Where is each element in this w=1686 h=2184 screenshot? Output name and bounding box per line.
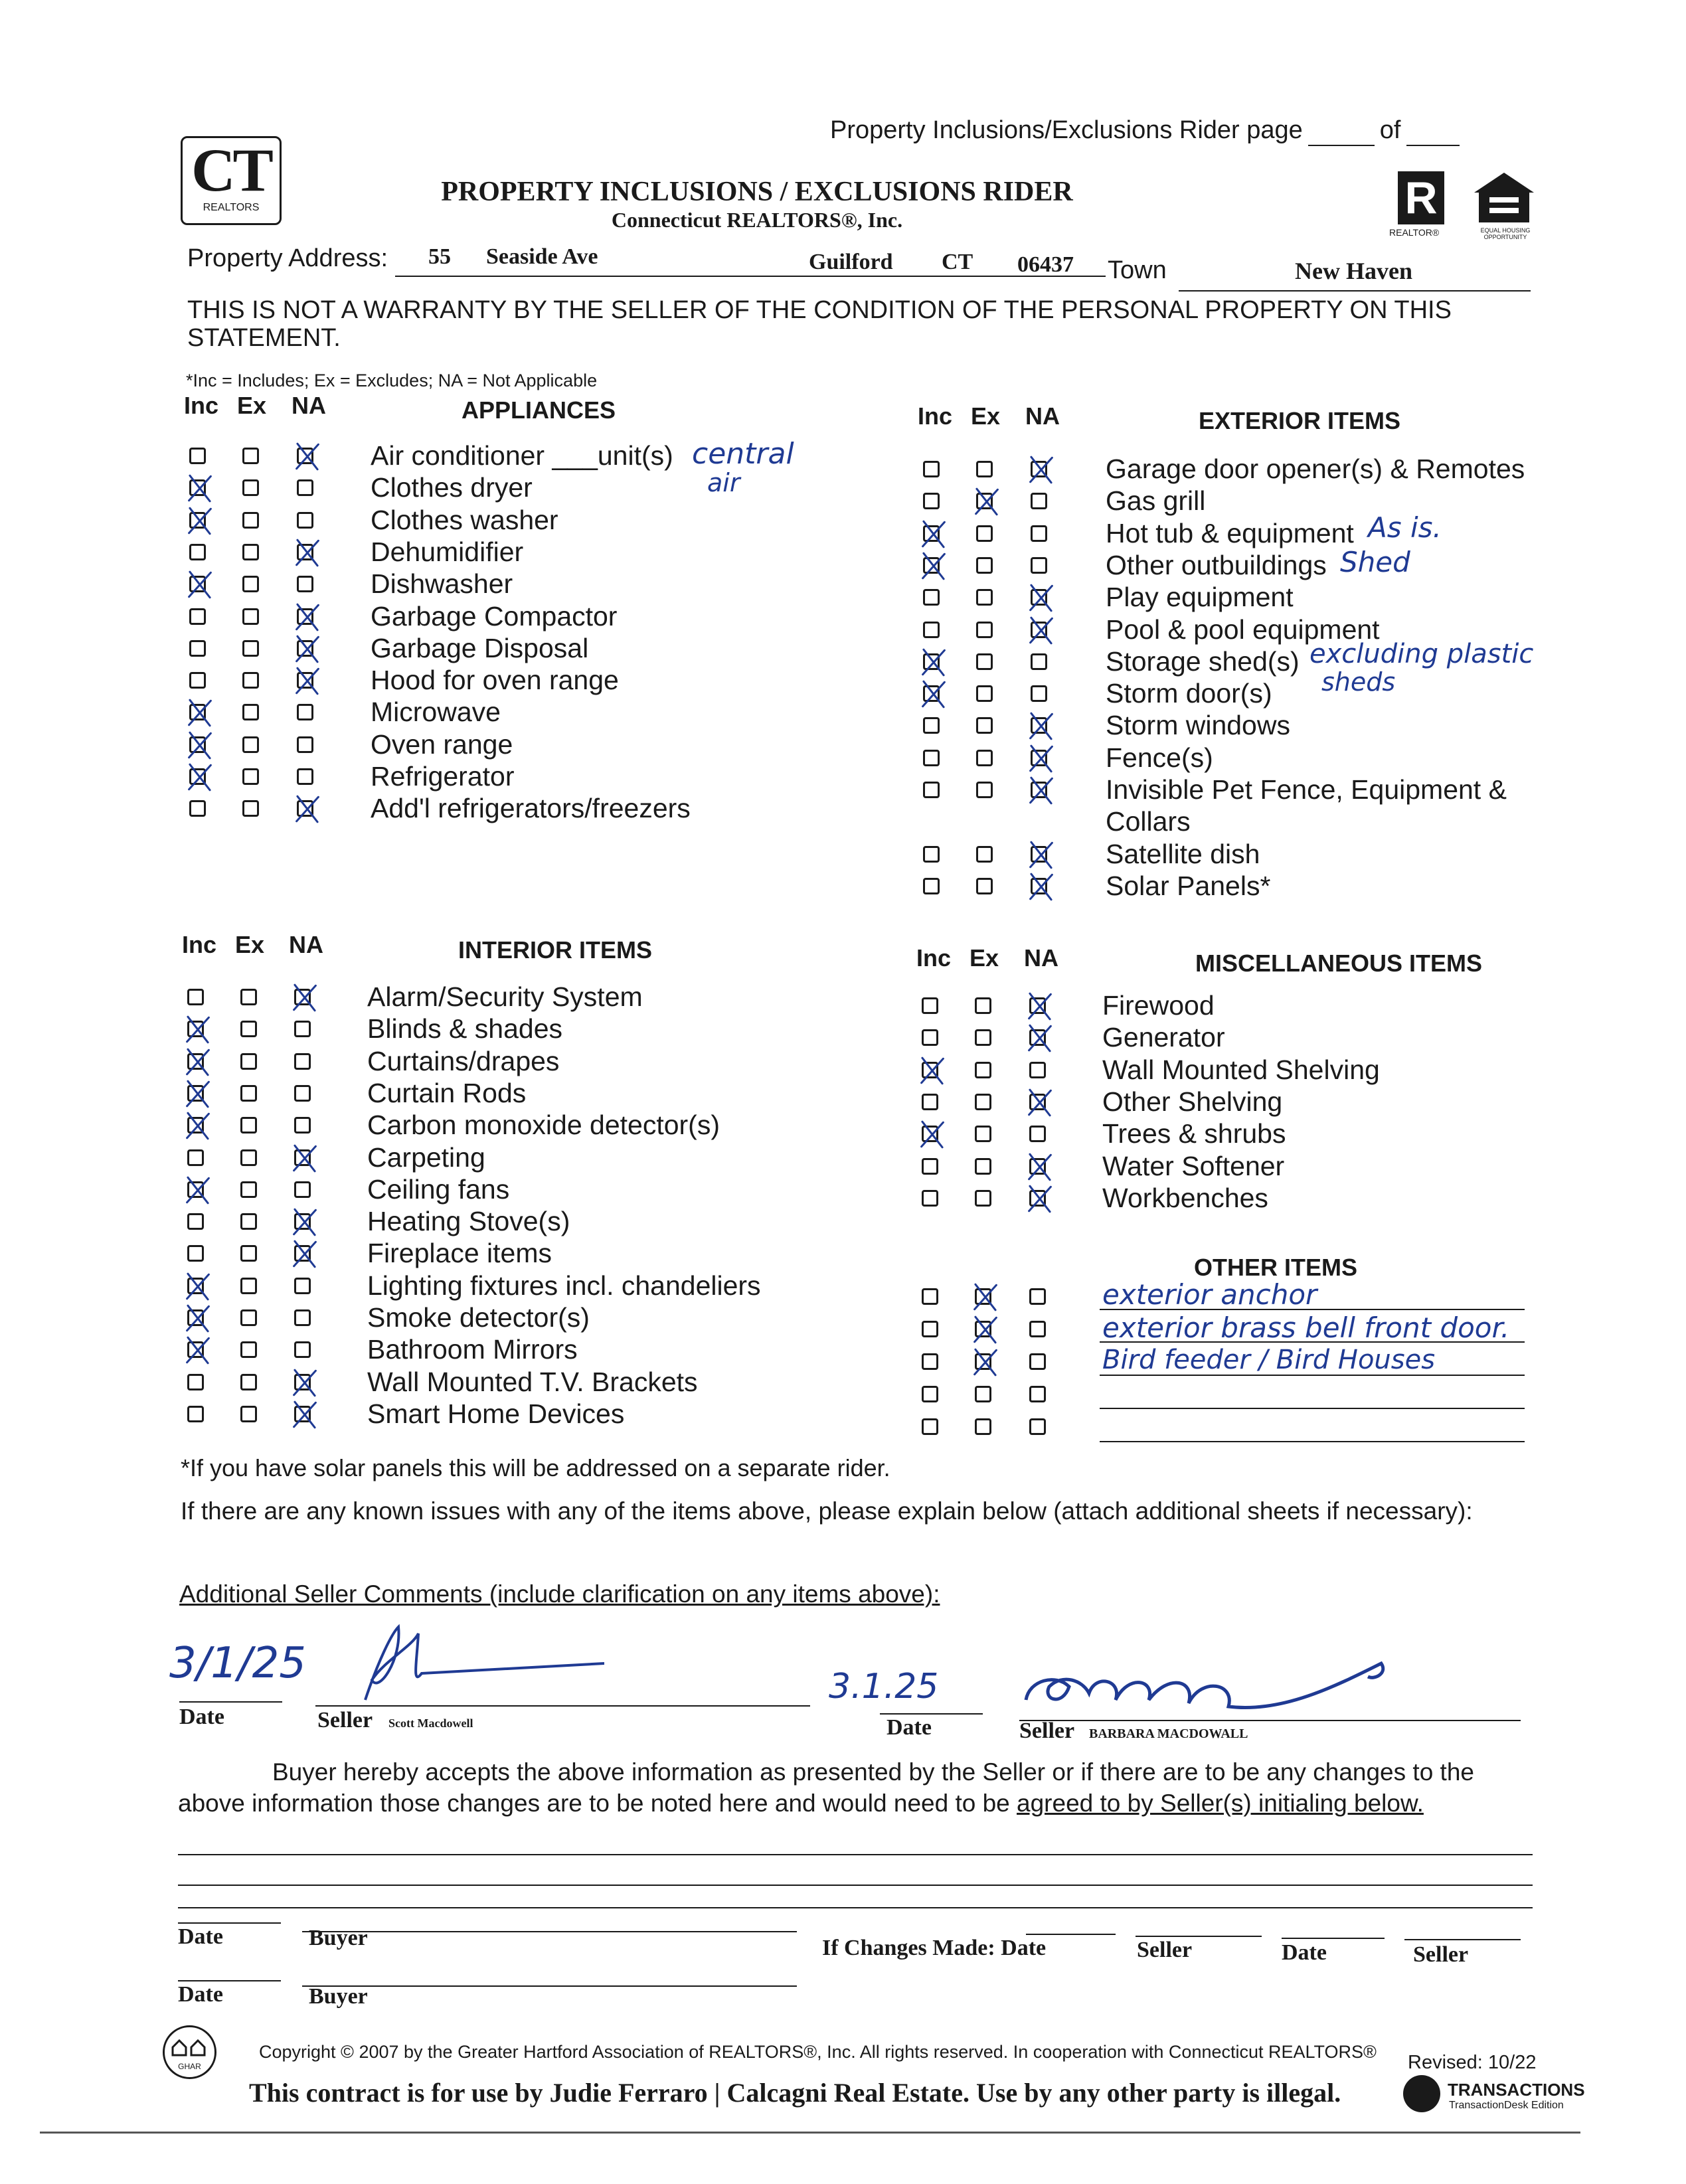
seller-2-signature xyxy=(1016,1647,1401,1726)
interior-item-label: Ceiling fans xyxy=(367,1173,510,1205)
exterior-row-9-ex-checkbox[interactable] xyxy=(976,750,993,766)
exterior-item-label: Play equipment xyxy=(1106,582,1294,613)
misc-row-6-ex-checkbox[interactable] xyxy=(975,1190,991,1207)
appliances-row-1-na-checkbox[interactable] xyxy=(297,479,313,496)
interior-row-12-na-checkbox[interactable] xyxy=(294,1374,311,1390)
interior-row-1-na-checkbox[interactable] xyxy=(294,1021,311,1037)
interior-row-5-na-checkbox[interactable] xyxy=(294,1149,311,1166)
appliances-item-label: Oven range xyxy=(371,728,513,760)
appliances-row-10-na-checkbox[interactable] xyxy=(297,768,313,785)
other-row-4-inc-checkbox[interactable] xyxy=(922,1418,938,1435)
ct-logo-text: CT xyxy=(191,136,271,204)
initials-line-1[interactable] xyxy=(178,1854,1533,1855)
misc-row-3-na-checkbox[interactable] xyxy=(1029,1094,1046,1110)
appliances-row-6-na-checkbox[interactable] xyxy=(297,640,313,657)
seller-1-date-label: Date xyxy=(179,1705,224,1729)
appliances-row-0-ex-checkbox[interactable] xyxy=(242,448,259,464)
exterior-row-9-na-checkbox[interactable] xyxy=(1031,750,1047,766)
interior-item-label: Carpeting xyxy=(367,1141,485,1173)
appliances-row-9-na-checkbox[interactable] xyxy=(297,736,313,753)
appliances-col-header-na: NA xyxy=(292,392,326,419)
seller-2-date[interactable]: 3.1.25 xyxy=(829,1667,939,1707)
misc-row-3-ex-checkbox[interactable] xyxy=(975,1094,991,1110)
exterior-item-label: Garage door opener(s) & Remotes xyxy=(1106,454,1525,484)
changes-seller-2-label: Seller xyxy=(1413,1942,1469,1967)
appliances-item-label: Refrigerator xyxy=(371,761,515,792)
interior-item-label: Smart Home Devices xyxy=(367,1398,625,1429)
address-city[interactable]: Guilford xyxy=(809,250,893,274)
exterior-item-label: Storage shed(s) xyxy=(1106,645,1300,677)
appliances-col-header-ex: Ex xyxy=(237,392,267,419)
transactions-icon xyxy=(1403,2075,1440,2112)
interior-row-7-na-checkbox[interactable] xyxy=(294,1213,311,1230)
exterior-item-label: Fence(s) xyxy=(1106,742,1213,773)
appliances-row-5-inc-checkbox[interactable] xyxy=(189,608,206,625)
interior-row-4-ex-checkbox[interactable] xyxy=(240,1117,257,1134)
exterior-row-3-ex-checkbox[interactable] xyxy=(976,557,993,574)
exterior-item-label: Hot tub & equipment xyxy=(1106,517,1354,548)
interior-title: INTERIOR ITEMS xyxy=(458,936,653,964)
seller-2-date-label: Date xyxy=(886,1715,932,1740)
exterior-row-13-inc-checkbox[interactable] xyxy=(923,878,940,894)
appliances-row-0-na-checkbox[interactable] xyxy=(297,448,313,464)
interior-item-label: Wall Mounted T.V. Brackets xyxy=(367,1366,698,1397)
seller-2-label: Seller xyxy=(1019,1719,1075,1743)
appliances-row-11-na-checkbox[interactable] xyxy=(297,800,313,817)
interior-item-label: Curtains/drapes xyxy=(367,1045,560,1076)
misc-item-label: Other Shelving xyxy=(1102,1086,1283,1117)
interior-row-2-ex-checkbox[interactable] xyxy=(240,1053,257,1070)
initials-line-3[interactable] xyxy=(178,1907,1533,1908)
exterior-row-7-na-checkbox[interactable] xyxy=(1031,685,1047,702)
ac-handwritten-note: central xyxy=(692,437,794,471)
other-row-0-ex-checkbox[interactable] xyxy=(975,1288,991,1305)
appliances-item-label: Clothes dryer xyxy=(371,472,533,503)
exterior-item-label: Pool & pool equipment xyxy=(1106,614,1380,645)
appliances-row-10-inc-checkbox[interactable] xyxy=(189,768,206,785)
interior-row-10-ex-checkbox[interactable] xyxy=(240,1309,257,1326)
interior-row-1-ex-checkbox[interactable] xyxy=(240,1021,257,1037)
equal-housing-icon xyxy=(1471,169,1537,226)
interior-row-6-inc-checkbox[interactable] xyxy=(187,1181,204,1198)
interior-row-11-ex-checkbox[interactable] xyxy=(240,1341,257,1358)
exterior-row-10-inc-checkbox[interactable] xyxy=(923,782,940,798)
interior-col-header-inc: Inc xyxy=(182,931,217,958)
interior-row-5-inc-checkbox[interactable] xyxy=(187,1149,204,1166)
exterior-item-label: Storm windows xyxy=(1106,710,1290,741)
buyer-text-line-2a: above information those changes are to be noted here and would need to be xyxy=(178,1790,1017,1817)
page-counter xyxy=(830,116,1460,146)
exterior-row-1-na-checkbox[interactable] xyxy=(1031,493,1047,509)
interior-item-label: Alarm/Security System xyxy=(367,981,643,1012)
appliances-row-10-ex-checkbox[interactable] xyxy=(242,768,259,785)
appliances-row-9-inc-checkbox[interactable] xyxy=(189,736,206,753)
changes-made-label: If Changes Made: Date xyxy=(822,1936,1047,1960)
ghar-logo xyxy=(163,2025,216,2079)
other-row-4-na-checkbox[interactable] xyxy=(1029,1418,1046,1435)
misc-row-5-ex-checkbox[interactable] xyxy=(975,1158,991,1175)
interior-row-9-inc-checkbox[interactable] xyxy=(187,1278,204,1294)
appliances-row-8-ex-checkbox[interactable] xyxy=(242,704,259,720)
realtor-caption: REALTOR® xyxy=(1389,227,1440,238)
town-label: Town xyxy=(1108,256,1167,284)
transactions-subtitle: TransactionDesk Edition xyxy=(1449,2100,1564,2111)
appliances-row-8-na-checkbox[interactable] xyxy=(297,704,313,720)
exterior-row-4-na-checkbox[interactable] xyxy=(1031,589,1047,606)
interior-row-3-ex-checkbox[interactable] xyxy=(240,1085,257,1102)
appliances-row-1-ex-checkbox[interactable] xyxy=(242,479,259,496)
misc-row-4-inc-checkbox[interactable] xyxy=(922,1126,938,1142)
realtor-r-letter: R xyxy=(1404,173,1438,223)
appliances-row-1-inc-checkbox[interactable] xyxy=(189,479,206,496)
misc-row-3-inc-checkbox[interactable] xyxy=(922,1094,938,1110)
buyer-text-line-1: Buyer hereby accepts the above information as presented by the Seller or if there are to be any changes to the xyxy=(272,1758,1474,1786)
appliances-row-3-inc-checkbox[interactable] xyxy=(189,544,206,560)
appliances-item-label: Dishwasher xyxy=(371,568,513,600)
appliances-row-8-inc-checkbox[interactable] xyxy=(189,704,206,720)
exterior-row-9-inc-checkbox[interactable] xyxy=(923,750,940,766)
interior-row-13-na-checkbox[interactable] xyxy=(294,1406,311,1422)
appliances-item-label: Garbage Compactor xyxy=(371,600,618,631)
appliances-row-6-inc-checkbox[interactable] xyxy=(189,640,206,657)
exterior-item-label: Storm door(s) xyxy=(1106,678,1272,709)
copyright: Copyright © 2007 by the Greater Hartford Association of REALTORS®, Inc. All rights reserved. In cooperation with Connecticut REALTORS® xyxy=(259,2042,1377,2062)
interior-row-8-inc-checkbox[interactable] xyxy=(187,1245,204,1262)
other-row-1-na-checkbox[interactable] xyxy=(1029,1321,1046,1337)
other-row-3-inc-checkbox[interactable] xyxy=(922,1386,938,1402)
misc-item-label: Firewood xyxy=(1102,990,1215,1021)
appliances-item-label: Microwave xyxy=(371,697,501,728)
interior-col-header-na: NA xyxy=(289,931,323,958)
misc-row-5-inc-checkbox[interactable] xyxy=(922,1158,938,1175)
misc-row-1-ex-checkbox[interactable] xyxy=(975,1029,991,1046)
storage-shed-note-2: sheds xyxy=(1321,667,1396,697)
appliances-title: APPLIANCES xyxy=(462,396,616,424)
misc-col-header-inc: Inc xyxy=(916,944,952,971)
changes-seller-1-label: Seller xyxy=(1137,1938,1193,1962)
misc-row-1-na-checkbox[interactable] xyxy=(1029,1029,1046,1046)
transactions-label: TRANSACTIONS xyxy=(1448,2080,1585,2100)
other-row-2-inc-checkbox[interactable] xyxy=(922,1353,938,1370)
misc-row-6-na-checkbox[interactable] xyxy=(1029,1190,1046,1207)
interior-item-label: Heating Stove(s) xyxy=(367,1206,570,1237)
exterior-item-label: Satellite dish xyxy=(1106,838,1260,869)
interior-row-8-ex-checkbox[interactable] xyxy=(240,1245,257,1262)
outbuildings-note: Shed xyxy=(1340,546,1410,578)
appliances-item-label: Garbage Disposal xyxy=(371,632,589,663)
storage-shed-note: excluding plastic xyxy=(1309,639,1534,669)
legend: *Inc = Includes; Ex = Excludes; NA = Not Applicable xyxy=(186,371,598,390)
interior-item-label: Carbon monoxide detector(s) xyxy=(367,1110,720,1141)
interior-item-label: Blinds & shades xyxy=(367,1013,563,1045)
interior-row-0-ex-checkbox[interactable] xyxy=(240,989,257,1005)
address-zip[interactable]: 06437 xyxy=(1017,252,1074,277)
exterior-row-12-inc-checkbox[interactable] xyxy=(923,846,940,863)
address-label: Property Address: xyxy=(187,244,388,272)
misc-row-4-ex-checkbox[interactable] xyxy=(975,1126,991,1142)
other-row-2-na-checkbox[interactable] xyxy=(1029,1353,1046,1370)
appliances-row-4-inc-checkbox[interactable] xyxy=(189,576,206,592)
appliances-item-label: Add'l refrigerators/freezers xyxy=(371,793,691,824)
other-row-0-na-checkbox[interactable] xyxy=(1029,1288,1046,1305)
exterior-row-6-inc-checkbox[interactable] xyxy=(923,653,940,670)
other-row-2-ex-checkbox[interactable] xyxy=(975,1353,991,1370)
ct-realtors-logo xyxy=(181,136,282,225)
exterior-row-2-ex-checkbox[interactable] xyxy=(976,525,993,542)
interior-row-8-na-checkbox[interactable] xyxy=(294,1245,311,1262)
address-number[interactable]: 55 xyxy=(428,244,451,269)
exterior-row-13-na-checkbox[interactable] xyxy=(1031,878,1047,894)
exterior-row-0-ex-checkbox[interactable] xyxy=(976,461,993,477)
misc-row-6-inc-checkbox[interactable] xyxy=(922,1190,938,1207)
appliances-row-2-ex-checkbox[interactable] xyxy=(242,512,259,529)
other-title: OTHER ITEMS xyxy=(1194,1254,1358,1281)
interior-row-13-ex-checkbox[interactable] xyxy=(240,1406,257,1422)
interior-row-4-inc-checkbox[interactable] xyxy=(187,1117,204,1134)
exterior-col-header-inc: Inc xyxy=(918,402,953,430)
warranty-statement xyxy=(187,296,1542,352)
buyer-2-label: Buyer xyxy=(309,1984,368,2009)
appliances-row-3-na-checkbox[interactable] xyxy=(297,544,313,560)
form-title: PROPERTY INCLUSIONS / EXCLUSIONS RIDER xyxy=(441,177,1073,207)
misc-item-label: Generator xyxy=(1102,1022,1225,1053)
seller-1-label: Seller xyxy=(317,1708,373,1732)
misc-col-header-na: NA xyxy=(1024,944,1058,971)
equal-housing-caption: EQUAL HOUSING OPPORTUNITY xyxy=(1480,227,1531,240)
misc-title: MISCELLANEOUS ITEMS xyxy=(1195,950,1483,977)
appliances-row-9-ex-checkbox[interactable] xyxy=(242,736,259,753)
appliances-row-7-ex-checkbox[interactable] xyxy=(242,672,259,689)
town-value[interactable]: New Haven xyxy=(1295,258,1412,284)
initials-line-2[interactable] xyxy=(178,1885,1533,1886)
exterior-row-12-na-checkbox[interactable] xyxy=(1031,846,1047,863)
exterior-row-1-ex-checkbox[interactable] xyxy=(976,493,993,509)
exterior-title: EXTERIOR ITEMS xyxy=(1199,407,1401,434)
interior-row-11-inc-checkbox[interactable] xyxy=(187,1341,204,1358)
appliances-row-6-ex-checkbox[interactable] xyxy=(242,640,259,657)
exterior-row-10-na-checkbox[interactable] xyxy=(1031,782,1047,798)
exterior-row-8-na-checkbox[interactable] xyxy=(1031,717,1047,734)
other-row-1-ex-checkbox[interactable] xyxy=(975,1321,991,1337)
exterior-row-7-inc-checkbox[interactable] xyxy=(923,685,940,702)
page-number-field[interactable] xyxy=(1308,116,1375,146)
appliances-row-7-inc-checkbox[interactable] xyxy=(189,672,206,689)
interior-row-3-na-checkbox[interactable] xyxy=(294,1085,311,1102)
exterior-row-4-ex-checkbox[interactable] xyxy=(976,589,993,606)
other-item-3[interactable]: Bird feeder / Bird Houses xyxy=(1102,1345,1436,1375)
exterior-row-6-ex-checkbox[interactable] xyxy=(976,653,993,670)
exterior-row-7-ex-checkbox[interactable] xyxy=(976,685,993,702)
interior-col-header-ex: Ex xyxy=(235,931,265,958)
exterior-col-header-na: NA xyxy=(1025,402,1060,430)
address-street[interactable]: Seaside Ave xyxy=(486,244,598,269)
ct-logo-caption: REALTORS xyxy=(203,202,260,213)
misc-col-header-ex: Ex xyxy=(969,944,999,971)
misc-row-2-ex-checkbox[interactable] xyxy=(975,1062,991,1078)
appliances-row-2-na-checkbox[interactable] xyxy=(297,512,313,529)
exterior-row-10-ex-checkbox[interactable] xyxy=(976,782,993,798)
buyer-2-date-label: Date xyxy=(178,1982,223,2007)
interior-row-12-ex-checkbox[interactable] xyxy=(240,1374,257,1390)
interior-row-0-na-checkbox[interactable] xyxy=(294,989,311,1005)
misc-row-0-na-checkbox[interactable] xyxy=(1029,997,1046,1014)
interior-row-11-na-checkbox[interactable] xyxy=(294,1341,311,1358)
interior-row-9-ex-checkbox[interactable] xyxy=(240,1278,257,1294)
exterior-row-0-inc-checkbox[interactable] xyxy=(923,461,940,477)
appliances-row-0-inc-checkbox[interactable] xyxy=(189,448,206,464)
exterior-row-1-inc-checkbox[interactable] xyxy=(923,493,940,509)
interior-item-label: Lighting fixtures incl. chandeliers xyxy=(367,1270,761,1301)
revised-date: Revised: 10/22 xyxy=(1408,2052,1537,2073)
interior-row-10-na-checkbox[interactable] xyxy=(294,1309,311,1326)
misc-row-1-inc-checkbox[interactable] xyxy=(922,1029,938,1046)
appliances-row-11-ex-checkbox[interactable] xyxy=(242,800,259,817)
exterior-row-0-na-checkbox[interactable] xyxy=(1031,461,1047,477)
warranty-line-2: STATEMENT. xyxy=(187,324,341,352)
interior-item-label: Smoke detector(s) xyxy=(367,1302,590,1333)
seller-2-name: BARBARA MACDOWALL xyxy=(1089,1726,1248,1741)
exterior-row-4-inc-checkbox[interactable] xyxy=(923,589,940,606)
interior-row-7-inc-checkbox[interactable] xyxy=(187,1213,204,1230)
exterior-row-13-ex-checkbox[interactable] xyxy=(976,878,993,894)
appliances-item-label: Clothes washer xyxy=(371,504,558,535)
interior-row-5-ex-checkbox[interactable] xyxy=(240,1149,257,1166)
appliances-row-11-inc-checkbox[interactable] xyxy=(189,800,206,817)
appliances-row-4-ex-checkbox[interactable] xyxy=(242,576,259,592)
exterior-item-label: Other outbuildings xyxy=(1106,549,1327,580)
appliances-col-header-inc: Inc xyxy=(184,392,219,419)
interior-row-7-ex-checkbox[interactable] xyxy=(240,1213,257,1230)
appliances-row-2-inc-checkbox[interactable] xyxy=(189,512,206,529)
appliances-row-5-na-checkbox[interactable] xyxy=(297,608,313,625)
interior-item-label: Curtain Rods xyxy=(367,1077,527,1108)
seller-1-signature xyxy=(339,1620,604,1707)
exterior-row-3-inc-checkbox[interactable] xyxy=(923,557,940,574)
ac-handwritten-note-2: air xyxy=(707,468,740,497)
interior-row-6-ex-checkbox[interactable] xyxy=(240,1181,257,1198)
buyer-text-line-2 xyxy=(178,1790,1424,1817)
other-row-3-ex-checkbox[interactable] xyxy=(975,1386,991,1402)
appliances-row-4-na-checkbox[interactable] xyxy=(297,576,313,592)
exterior-row-3-na-checkbox[interactable] xyxy=(1031,557,1047,574)
other-row-3-na-checkbox[interactable] xyxy=(1029,1386,1046,1402)
exterior-row-6-na-checkbox[interactable] xyxy=(1031,653,1047,670)
misc-item-label: Workbenches xyxy=(1102,1182,1268,1213)
page-counter-label: Property Inclusions/Exclusions Rider page xyxy=(830,116,1303,144)
interior-row-3-inc-checkbox[interactable] xyxy=(187,1085,204,1102)
exterior-row-12-ex-checkbox[interactable] xyxy=(976,846,993,863)
other-row-4-ex-checkbox[interactable] xyxy=(975,1418,991,1435)
buyer-1-label: Buyer xyxy=(309,1926,368,1950)
interior-row-1-inc-checkbox[interactable] xyxy=(187,1021,204,1037)
solar-note: *If you have solar panels this will be addressed on a separate rider. xyxy=(181,1454,890,1481)
interior-row-10-inc-checkbox[interactable] xyxy=(187,1309,204,1326)
appliances-item-label: Air conditioner ___unit(s) xyxy=(371,440,673,471)
misc-row-2-inc-checkbox[interactable] xyxy=(922,1062,938,1078)
realtor-r-icon xyxy=(1398,171,1444,224)
interior-row-0-inc-checkbox[interactable] xyxy=(187,989,204,1005)
buyer-1-date-label: Date xyxy=(178,1924,223,1949)
appliances-row-5-ex-checkbox[interactable] xyxy=(242,608,259,625)
other-row-1-inc-checkbox[interactable] xyxy=(922,1321,938,1337)
exterior-col-header-ex: Ex xyxy=(971,402,1001,430)
interior-row-9-na-checkbox[interactable] xyxy=(294,1278,311,1294)
exterior-row-5-na-checkbox[interactable] xyxy=(1031,622,1047,638)
interior-row-2-inc-checkbox[interactable] xyxy=(187,1053,204,1070)
hot-tub-note: As is. xyxy=(1368,511,1442,544)
ghar-caption: GHAR xyxy=(178,2062,201,2071)
buyer-text-line-2b: agreed to by Seller(s) initialing below. xyxy=(1017,1790,1424,1817)
misc-row-5-na-checkbox[interactable] xyxy=(1029,1158,1046,1175)
misc-item-label: Trees & shrubs xyxy=(1102,1118,1286,1149)
interior-item-label: Bathroom Mirrors xyxy=(367,1334,578,1365)
warranty-line-1: THIS IS NOT A WARRANTY BY THE SELLER OF THE CONDITION OF THE PERSONAL PROPERTY ON THIS xyxy=(187,296,1452,324)
interior-row-4-na-checkbox[interactable] xyxy=(294,1117,311,1134)
misc-item-label: Water Softener xyxy=(1102,1150,1285,1181)
misc-row-0-ex-checkbox[interactable] xyxy=(975,997,991,1014)
exterior-row-2-inc-checkbox[interactable] xyxy=(923,525,940,542)
misc-row-4-na-checkbox[interactable] xyxy=(1029,1126,1046,1142)
exterior-row-8-ex-checkbox[interactable] xyxy=(976,717,993,734)
exterior-item-label: Collars xyxy=(1106,806,1191,837)
address-state[interactable]: CT xyxy=(942,250,973,274)
exterior-row-5-inc-checkbox[interactable] xyxy=(923,622,940,638)
exterior-row-2-na-checkbox[interactable] xyxy=(1031,525,1047,542)
usage-notice: This contract is for use by Judie Ferraro | Calcagni Real Estate. Use by any other party is illegal. xyxy=(249,2078,1341,2108)
interior-item-label: Fireplace items xyxy=(367,1238,552,1269)
other-item-1[interactable]: exterior anchor xyxy=(1102,1278,1317,1311)
other-item-2[interactable]: exterior brass bell front door. xyxy=(1102,1311,1510,1344)
bottom-rule xyxy=(40,2132,1580,2134)
exterior-row-8-inc-checkbox[interactable] xyxy=(923,717,940,734)
exterior-item-label: Solar Panels* xyxy=(1106,870,1271,901)
misc-row-2-na-checkbox[interactable] xyxy=(1029,1062,1046,1078)
exterior-item-label: Invisible Pet Fence, Equipment & xyxy=(1106,774,1507,805)
other-row-0-inc-checkbox[interactable] xyxy=(922,1288,938,1305)
seller-1-name: Scott Macdowell xyxy=(388,1717,473,1730)
interior-row-13-inc-checkbox[interactable] xyxy=(187,1406,204,1422)
misc-item-label: Wall Mounted Shelving xyxy=(1102,1054,1380,1085)
interior-row-2-na-checkbox[interactable] xyxy=(294,1053,311,1070)
changes-date-2-label: Date xyxy=(1282,1940,1327,1965)
appliances-row-3-ex-checkbox[interactable] xyxy=(242,544,259,560)
comments-label: Additional Seller Comments (include clarification on any items above): xyxy=(179,1580,940,1608)
exterior-row-5-ex-checkbox[interactable] xyxy=(976,622,993,638)
appliances-item-label: Dehumidifier xyxy=(371,536,524,567)
page-of-label: of xyxy=(1379,116,1401,144)
interior-row-12-inc-checkbox[interactable] xyxy=(187,1374,204,1390)
page-total-field[interactable] xyxy=(1406,116,1460,146)
appliances-row-7-na-checkbox[interactable] xyxy=(297,672,313,689)
exterior-item-label: Gas grill xyxy=(1106,485,1206,517)
interior-row-6-na-checkbox[interactable] xyxy=(294,1181,311,1198)
issues-note: If there are any known issues with any of the items above, please explain below (attach additional sheets if necessary): xyxy=(181,1497,1473,1525)
appliances-item-label: Hood for oven range xyxy=(371,665,619,696)
misc-row-0-inc-checkbox[interactable] xyxy=(922,997,938,1014)
form-subtitle: Connecticut REALTORS®, Inc. xyxy=(611,208,903,232)
seller-1-date[interactable]: 3/1/25 xyxy=(169,1639,306,1688)
